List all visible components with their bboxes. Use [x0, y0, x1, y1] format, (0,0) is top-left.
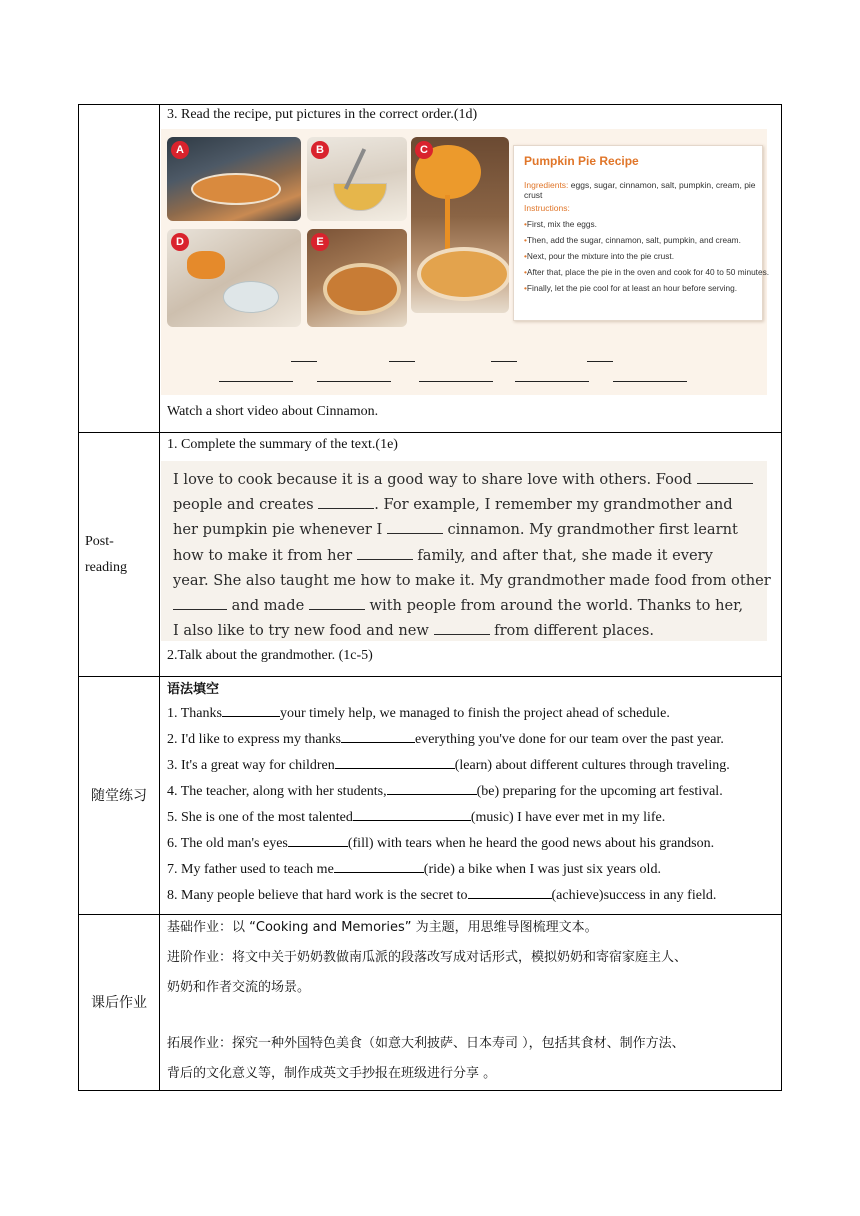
photo-d-cutting: [167, 229, 301, 327]
answer-line[interactable]: [419, 381, 493, 382]
answer-line[interactable]: [515, 381, 589, 382]
practice-item: 1. Thanks your timely help, we managed to finish the project ahead of schedule.: [167, 701, 775, 727]
homework-basic: 基础作业：以 “Cooking and Memories” 为主题，用思维导图梳理文本。: [167, 920, 598, 935]
summary-line: and made with people from around the world. Thanks to her,: [173, 593, 759, 618]
blank[interactable]: [341, 728, 415, 743]
practice-item: 4. The teacher, along with her students, (be) preparing for the upcoming art festival.: [167, 779, 775, 805]
photo-a-oven: [167, 137, 301, 221]
recipe-card: [513, 145, 770, 321]
blank[interactable]: [357, 547, 413, 560]
row-label-homework: 课后作业: [79, 915, 160, 1091]
recipe-step: •Finally, let the pie cool for at least an hour before serving.: [524, 283, 738, 293]
homework-extended-1: 拓展作业：探究一种外国特色美食（如意大利披萨、日本寿司 ），包括其食材、制作方法、: [167, 1036, 685, 1051]
practice-item: 5. She is one of the most talented (music) I have ever met in my life.: [167, 805, 775, 831]
answer-mark-line: [587, 361, 613, 362]
practice-heading: 语法填空: [167, 682, 220, 697]
label-line-1: Post-: [85, 533, 114, 549]
summary-line: how to make it from her family, and after that, she made it every: [173, 546, 713, 564]
practice-item: 6. The old man's eyes (fill) with tears when he heard the good news about his grandson.: [167, 831, 775, 857]
recipe-picture: [161, 129, 770, 395]
blank[interactable]: [335, 754, 455, 769]
blank[interactable]: [387, 780, 477, 795]
recipe-ingredients: [524, 180, 762, 200]
row-homework: [79, 915, 782, 1091]
recipe-step: •First, mix the eggs.: [524, 219, 597, 229]
blank[interactable]: [334, 858, 424, 873]
recipe-step: •After that, place the pie in the oven and cook for 40 to 50 minutes.: [524, 267, 770, 277]
lesson-plan-table: [78, 104, 782, 1091]
row-recipe: [79, 105, 782, 433]
practice-item: 3. It's a great way for children (learn) about different cultures through traveling.: [167, 753, 775, 779]
recipe-title: Pumpkin Pie Recipe: [524, 154, 639, 168]
blank[interactable]: [309, 597, 365, 610]
video-note: Watch a short video about Cinnamon.: [167, 404, 379, 419]
blank[interactable]: [387, 521, 443, 534]
blank[interactable]: [468, 884, 552, 899]
summary-line: I love to cook because it is a good way to share love with others. Food: [173, 467, 759, 492]
summary-line: people and creates . For example, I remember my grandmother and: [173, 496, 733, 514]
recipe-task: 3. Read the recipe, put pictures in the correct order.(1d): [167, 107, 478, 122]
photo-c-pour: [411, 137, 509, 313]
instructions-key: Instructions:: [524, 203, 570, 213]
answer-mark-line: [389, 361, 415, 362]
summary-line: I also like to try new food and new from different places.: [173, 622, 654, 640]
photo-a-tag: A: [171, 141, 189, 159]
blank[interactable]: [288, 832, 348, 847]
blank[interactable]: [697, 471, 753, 484]
answer-line[interactable]: [613, 381, 687, 382]
photo-b-tag: B: [311, 141, 329, 159]
ingredients-list: eggs, sugar, cinnamon, salt, pumpkin, cream, pie crust: [524, 180, 756, 200]
talk-task: 2.Talk about the grandmother. (1c-5): [167, 648, 373, 663]
row-practice: [79, 677, 782, 915]
answer-line[interactable]: [219, 381, 293, 382]
blank[interactable]: [318, 496, 374, 509]
recipe-step: •Next, pour the mixture into the pie crust.: [524, 251, 675, 261]
row-label-practice: 随堂练习: [79, 677, 160, 915]
homework-advanced-2: 奶奶和作者交流的场景。: [167, 980, 311, 995]
blank[interactable]: [173, 597, 227, 610]
blank[interactable]: [353, 806, 471, 821]
summary-task: 1. Complete the summary of the text.(1e): [167, 437, 398, 452]
blank[interactable]: [434, 622, 490, 635]
row-label-empty: [79, 105, 160, 433]
ingredients-key: Ingredients:: [524, 180, 569, 190]
recipe-step: •Then, add the sugar, cinnamon, salt, pumpkin, and cream.: [524, 235, 741, 245]
practice-item: 7. My father used to teach me (ride) a bike when I was just six years old.: [167, 857, 775, 883]
answer-mark-line: [491, 361, 517, 362]
homework-advanced-1: 进阶作业：将文中关于奶奶教做南瓜派的段落改写成对话形式，模拟奶奶和寄宿家庭主人、: [167, 950, 688, 965]
answer-line[interactable]: [317, 381, 391, 382]
photo-e-pie: [307, 229, 407, 327]
photo-e-tag: E: [311, 233, 329, 251]
label-line-2: reading: [85, 559, 127, 575]
row-post-reading: [79, 433, 782, 677]
photo-d-tag: D: [171, 233, 189, 251]
summary-passage: [161, 461, 771, 641]
practice-item: 2. I'd like to express my thanks everything you've done for our team over the past year.: [167, 727, 775, 753]
homework-extended-2: 背后的文化意义等，制作成英文手抄报在班级进行分享 。: [167, 1066, 497, 1081]
photo-c-tag: C: [415, 141, 433, 159]
summary-line: her pumpkin pie whenever I cinnamon. My grandmother first learnt: [173, 521, 738, 539]
practice-item: 8. Many people believe that hard work is the secret to (achieve)success in any field.: [167, 883, 775, 909]
summary-line: year. She also taught me how to make it. My grandmother made food from other: [173, 571, 771, 589]
answer-mark-line: [291, 361, 317, 362]
row-label-post-reading: [79, 433, 160, 677]
blank[interactable]: [222, 702, 280, 717]
photo-b-whisk: [307, 137, 407, 221]
